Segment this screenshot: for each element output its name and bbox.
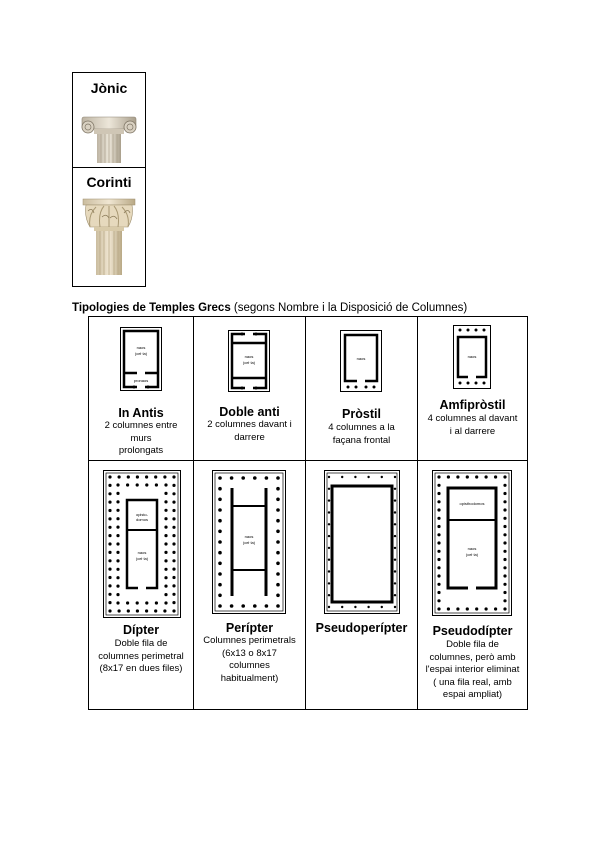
plan-label: opisthodomos [459,501,485,506]
desc-line: Columnes perimetrals [203,635,296,646]
column-dot [116,568,119,571]
column-dot [155,601,158,604]
column-dot [218,604,222,608]
column-dot [108,559,111,562]
column-dot [108,526,111,529]
desc-line: espai ampliat) [442,689,503,700]
column-dot [136,601,139,604]
column-dot [108,534,111,537]
column-dot [241,604,245,608]
desc-line: darrere [234,431,265,443]
desc-line: Doble fila de [114,638,168,649]
column-dot [437,484,440,487]
column-dot [155,483,158,486]
desc-line: Doble fila de [446,639,499,650]
column-dot [328,476,330,478]
column-dot [503,484,506,487]
column-dot [218,540,222,544]
desc-line: (6x13 o 8x17 [222,647,277,659]
column-dot [341,606,343,608]
column-dot [503,607,506,610]
column-dot [172,501,175,504]
column-dot [437,541,440,544]
column-dot [328,535,330,537]
column-dot [172,551,175,554]
order-cell-corinthian [73,167,145,286]
type-title: Pseudodípter [432,624,513,638]
column-orders-table [72,72,146,287]
order-cell-ionic [73,73,145,168]
column-dot [136,609,139,612]
column-dot [328,559,330,561]
type-title: In Antis [118,406,164,420]
amfiprostil-plan [453,325,491,389]
column-dot [456,607,459,610]
type-cell-pseudodipter [418,461,527,709]
column-dot [116,542,119,545]
column-dot [354,606,356,608]
column-dot [172,584,175,587]
column-dot [381,476,383,478]
column-dot [276,583,280,587]
column-dot [218,530,222,534]
column-dot [437,517,440,520]
plan-label: naos [136,345,146,350]
column-dot [163,609,166,612]
type-cell-doble-anti [194,317,305,460]
column-dot [164,576,167,579]
column-dot [116,585,119,588]
column-dot [276,594,280,598]
type-title: Dípter [122,623,160,637]
column-dot [218,562,222,566]
column-dot [127,609,130,612]
desc-line: (8x17 en dues files) [99,663,183,674]
column-dot [136,483,139,486]
column-dot [116,500,119,503]
column-dot [394,547,396,549]
plan-label: naos [244,534,254,539]
column-dot [367,476,369,478]
desc-line: columnes, però amb [429,651,516,663]
column-dot [218,572,222,576]
column-dot [503,550,506,553]
column-dot [447,475,450,478]
column-dot [475,475,478,478]
plan-label: (cel·la) [465,552,479,557]
column-dot [108,484,111,487]
column-dot [154,475,157,478]
corinthian-capital-image [80,197,138,275]
column-dot [108,576,111,579]
column-dot [108,609,111,612]
column-dot [503,517,506,520]
column-dot [394,523,396,525]
plan-label: (cel·la) [135,556,149,561]
plan-label: (cel·la) [134,351,148,356]
column-dot [503,574,506,577]
column-dot [328,582,330,584]
pseudodipter-plan [432,470,512,616]
desc-line: 2 columnes entre [104,420,178,431]
plan-label: opisto- [135,512,149,517]
column-dot [218,476,222,480]
column-dot [218,519,222,523]
column-dot [126,601,129,604]
column-dot [218,583,222,587]
column-dot [172,509,175,512]
type-description [306,422,417,447]
column-dot [230,476,234,480]
order-name-ionic: Jònic [90,80,128,96]
column-dot [164,593,167,596]
column-dot [437,525,440,528]
column-dot [328,547,330,549]
column-dot [172,534,175,537]
column-dot [172,484,175,487]
column-dot [276,487,280,491]
column-dot [328,499,330,501]
column-dot [503,492,506,495]
column-dot [218,594,222,598]
column-dot [503,591,506,594]
dipter-plan [103,470,181,618]
column-dot [164,492,167,495]
column-dot [108,501,111,504]
column-dot [108,542,111,545]
column-dot [276,540,280,544]
column-dot [394,606,396,608]
desc-line: i al darrere [449,425,496,437]
column-dot [116,526,119,529]
column-dot [328,594,330,596]
column-dot [108,551,111,554]
column-dot [503,533,506,536]
column-dot [108,584,111,587]
column-dot [437,574,440,577]
type-title: Doble anti [219,405,280,419]
column-dot [108,492,111,495]
column-dot [503,500,506,503]
column-dot [276,508,280,512]
column-dot [503,525,506,528]
column-dot [437,533,440,536]
type-cell-prostil [306,317,417,460]
column-dot [494,475,497,478]
desc-line: façana frontal [332,434,391,446]
column-dot [154,609,157,612]
column-dot [437,558,440,561]
column-dot [394,476,396,478]
column-dot [172,568,175,571]
column-dot [164,542,167,545]
type-description [194,419,305,444]
column-dot [328,606,330,608]
column-dot [328,488,330,490]
column-dot [172,593,175,596]
column-dot [164,559,167,562]
column-dot [145,483,148,486]
column-dot [164,483,167,486]
desc-line: columnes [229,660,270,671]
column-dot [276,551,280,555]
column-dot [437,475,440,478]
column-dot [108,475,111,478]
column-dot [276,519,280,523]
column-dot [164,551,167,554]
column-dot [328,511,330,513]
column-dot [164,526,167,529]
column-dot [503,508,506,511]
type-cell-in-antis [89,317,193,460]
column-dot [394,582,396,584]
column-dot [265,604,269,608]
type-title: Pseudoperípter [315,621,408,635]
column-dot [394,511,396,513]
column-dot [466,607,469,610]
type-cell-peripter [194,461,305,709]
column-dot [108,601,111,604]
plan-label: naos [467,354,477,359]
desc-line: habitualment) [220,672,279,684]
column-dot [466,475,469,478]
type-description [89,638,193,676]
column-dot [394,488,396,490]
column-dot [241,476,245,480]
desc-line: columnes perimetral [98,650,184,662]
column-dot [164,517,167,520]
column-dot [126,483,129,486]
column-dot [437,492,440,495]
plan-label: naos [467,546,477,551]
column-dot [116,593,119,596]
column-dot [172,526,175,529]
column-dot [503,566,506,569]
column-dot [494,607,497,610]
column-dot [218,551,222,555]
column-dot [503,583,506,586]
column-dot [253,476,257,480]
type-description [89,420,193,458]
plan-label: domos [135,517,149,522]
desc-line: 4 columnes al davant [427,413,518,424]
column-dot [218,487,222,491]
column-dot [145,601,148,604]
column-dot [218,508,222,512]
column-dot [172,576,175,579]
column-dot [164,534,167,537]
column-dot [172,475,175,478]
column-dot [108,568,111,571]
type-title: Amfipròstil [439,398,506,412]
column-dot [116,517,119,520]
heading-bold: Tipologies de Temples Grecs [72,302,231,314]
column-dot [437,550,440,553]
column-dot [394,559,396,561]
column-dot [172,517,175,520]
column-dot [108,593,111,596]
column-dot [118,475,121,478]
column-dot [503,599,506,602]
column-dot [276,572,280,576]
column-dot [218,498,222,502]
column-dot [394,535,396,537]
column-dot [456,475,459,478]
column-dot [116,492,119,495]
column-dot [116,483,119,486]
column-dot [276,530,280,534]
column-dot [253,604,257,608]
column-dot [437,566,440,569]
column-dot [394,594,396,596]
column-dot [394,499,396,501]
type-cell-amfiprostil [418,317,527,460]
column-dot [437,607,440,610]
column-dot [172,609,175,612]
column-dot [381,606,383,608]
column-dot [118,609,121,612]
column-dot [145,609,148,612]
column-dot [164,500,167,503]
column-dot [116,551,119,554]
column-dot [475,607,478,610]
column-dot [341,476,343,478]
column-dot [116,534,119,537]
column-dot [354,476,356,478]
doble-anti-plan [228,330,270,392]
column-dot [276,562,280,566]
column-dot [164,585,167,588]
column-dot [136,475,139,478]
plan-label: (cel·la) [242,360,256,365]
prostil-plan [340,330,382,392]
column-dot [172,492,175,495]
column-dot [108,509,111,512]
column-dot [447,607,450,610]
desc-line: 4 columnes a la [328,422,395,433]
column-dot [172,601,175,604]
column-dot [172,559,175,562]
column-dot [437,508,440,511]
in-antis-plan [120,327,162,391]
type-description [194,635,305,685]
type-description [418,639,527,702]
column-dot [116,509,119,512]
desc-line: murs [130,432,152,444]
column-dot [145,475,148,478]
type-title: Perípter [225,621,274,635]
column-dot [503,541,506,544]
column-dot [164,509,167,512]
ionic-capital-image [80,111,138,163]
type-cell-pseudoperipter [306,461,417,709]
heading-normal: (segons Nombre i la Disposició de Columnes) [230,302,468,314]
desc-line: prolongats [118,445,164,456]
column-dot [328,570,330,572]
column-dot [437,500,440,503]
column-dot [230,604,234,608]
type-cell-dipter [89,461,193,709]
desc-line: ( una fila real, amb [433,676,512,688]
order-name-corinthian: Corinti [86,174,132,190]
column-dot [116,576,119,579]
desc-line: 2 columnes davant i [207,419,292,430]
column-dot [164,601,167,604]
column-dot [265,476,269,480]
column-dot [394,570,396,572]
column-dot [127,475,130,478]
column-dot [503,475,506,478]
plan-label: naos [356,356,366,361]
pseudoperipter-plan [324,470,400,614]
column-dot [276,498,280,502]
plan-label: naos [137,550,147,555]
column-dot [437,599,440,602]
plan-label: (cel·la) [242,540,256,545]
column-dot [172,542,175,545]
column-dot [108,517,111,520]
plan-label: pronaos [133,378,149,383]
typologies-heading [72,302,467,314]
type-description [418,413,527,438]
column-dot [116,559,119,562]
column-dot [276,476,280,480]
column-dot [164,568,167,571]
plan-label: naos [244,354,254,359]
column-dot [163,475,166,478]
column-dot [437,591,440,594]
column-dot [367,606,369,608]
column-dot [116,601,119,604]
peripter-plan [212,470,286,614]
column-dot [437,583,440,586]
column-dot [485,607,488,610]
column-dot [328,523,330,525]
column-dot [485,475,488,478]
column-dot [503,558,506,561]
desc-line: l'espai interior eliminat [425,664,520,675]
type-title: Pròstil [342,407,381,421]
column-dot [276,604,280,608]
temple-types-table [88,316,528,710]
